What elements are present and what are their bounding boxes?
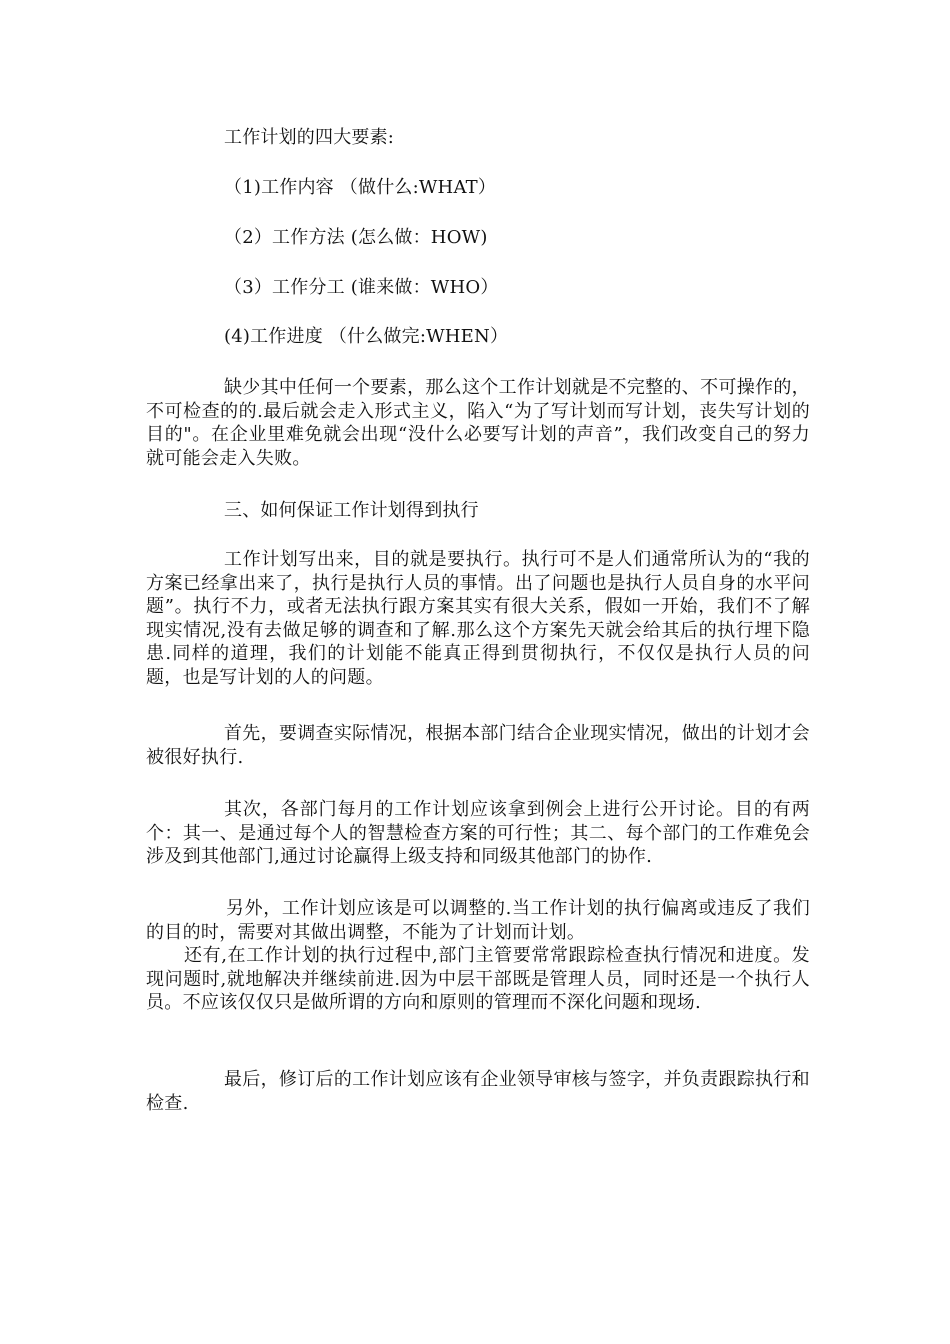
- element-item-how: （2）工作方法 (怎么做：HOW): [224, 227, 488, 248]
- paragraph-second: 其次，各部门每月的工作计划应该拿到例会上进行公开讨论。目的有两个：其一、是通过每个人的智慧检查方案的可行性；其二、每个部门的工作难免会涉及到其他部门,通过讨论赢得上级支持和同级其他部门的协作.: [146, 799, 810, 867]
- paragraph-first: 首先，要调查实际情况，根据本部门结合企业现实情况，做出的计划才会被很好执行.: [146, 723, 810, 768]
- paragraph-execution: 工作计划写出来，目的就是要执行。执行可不是人们通常所认为的“我的方案已经拿出来了，执行是执行人员的事情。出了问题也是执行人员自身的水平问题”。执行不力，或者无法执行跟方案其实有很大关系，假如一开始，我们不了解现实情况,没有去做足够的调查和了解.那么这个方案先天就会给其后的执行埋下隐患.同样的道理，我们的计划能不能真正得到贯彻执行，不仅仅是执行人员的问题，也是写计划的人的问题。: [146, 549, 810, 688]
- element-item-what: （1)工作内容 （做什么:WHAT）: [224, 177, 497, 198]
- elements-heading: 工作计划的四大要素:: [224, 127, 395, 148]
- paragraph-finally: 最后，修订后的工作计划应该有企业领导审核与签字，并负责跟踪执行和检查.: [146, 1069, 810, 1114]
- element-item-who: （3）工作分工 (谁来做：WHO）: [224, 277, 499, 298]
- section-heading-execution: 三、如何保证工作计划得到执行: [224, 500, 479, 521]
- element-item-when: (4)工作进度 （什么做完:WHEN）: [224, 326, 509, 347]
- paragraph-adjustment: 另外，工作计划应该是可以调整的.当工作计划的执行偏离或违反了我们的目的时，需要对其做出调整，不能为了计划而计划。: [146, 898, 810, 943]
- paragraph-missing-elements: 缺少其中任何一个要素，那么这个工作计划就是不完整的、不可操作的，不可检查的的.最后就会走入形式主义，陷入“为了写计划而写计划，丧失写计划的目的"。在企业里难免就会出现“没什么必要写计划的声音”，我们改变自己的努力就可能会走入失败。: [146, 377, 810, 469]
- paragraph-tracking: 还有,在工作计划的执行过程中,部门主管要常常跟踪检查执行情况和进度。发现问题时,就地解决并继续前进.因为中层干部既是管理人员，同时还是一个执行人员。不应该仅仅只是做所谓的方向和原则的管理而不深化问题和现场.: [146, 945, 810, 1013]
